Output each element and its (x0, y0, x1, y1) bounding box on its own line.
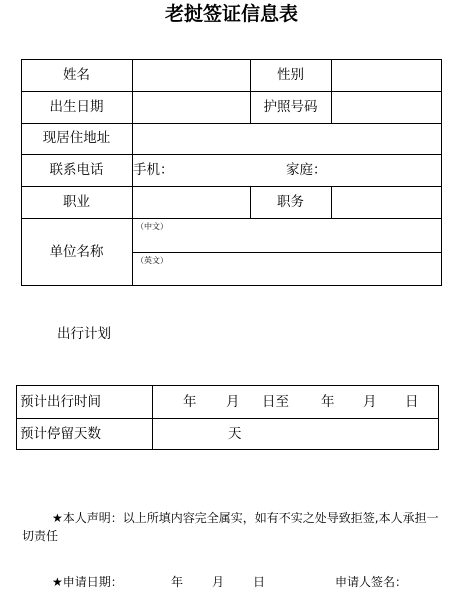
travel-plan-heading: 出行计划 (57, 326, 111, 342)
stay-days-label: 预计停留天数 (20, 426, 101, 442)
mobile-label: 手机： (133, 162, 174, 178)
gender-field[interactable] (332, 60, 441, 91)
company-label: 单位名称 (49, 244, 104, 260)
start-day-to: 日至 (262, 394, 289, 410)
name-field[interactable] (133, 60, 250, 91)
passport-label: 护照号码 (263, 99, 318, 115)
name-label: 姓名 (63, 67, 90, 83)
occupation-field[interactable] (133, 187, 250, 218)
position-field[interactable] (332, 187, 441, 218)
end-month-unit: 月 (363, 394, 377, 410)
days-unit: 天 (228, 426, 242, 442)
home-phone-label: 家庭： (286, 162, 327, 178)
start-month-unit: 月 (226, 394, 240, 410)
apply-year-unit: 年 (171, 575, 184, 589)
start-year-unit: 年 (183, 394, 197, 410)
page-title: 老挝签证信息表 (164, 3, 298, 25)
departure-time-label: 预计出行时间 (20, 394, 101, 410)
passport-field[interactable] (332, 92, 441, 123)
gender-label: 性别 (277, 67, 304, 83)
signature-label: 申请人签名： (335, 575, 408, 589)
declaration-text: ★本人声明：以上所填内容完全属实，如有不实之处导致拒签,本人承担一切责任 (22, 511, 439, 543)
company-chinese-hint: （中文） (136, 222, 168, 231)
address-field[interactable] (133, 124, 441, 154)
company-english-hint: （英文） (136, 256, 168, 265)
apply-day-unit: 日 (253, 575, 266, 589)
phone-label: 联系电话 (49, 162, 104, 178)
position-label: 职务 (277, 194, 304, 210)
address-label: 现居住地址 (42, 130, 111, 146)
apply-date-label: ★申请日期： (52, 575, 123, 589)
end-year-unit: 年 (321, 394, 335, 410)
end-day-unit: 日 (405, 394, 419, 410)
birth-date-field[interactable] (133, 92, 250, 123)
birth-date-label: 出生日期 (49, 99, 104, 115)
apply-month-unit: 月 (212, 575, 225, 589)
occupation-label: 职业 (63, 194, 90, 210)
